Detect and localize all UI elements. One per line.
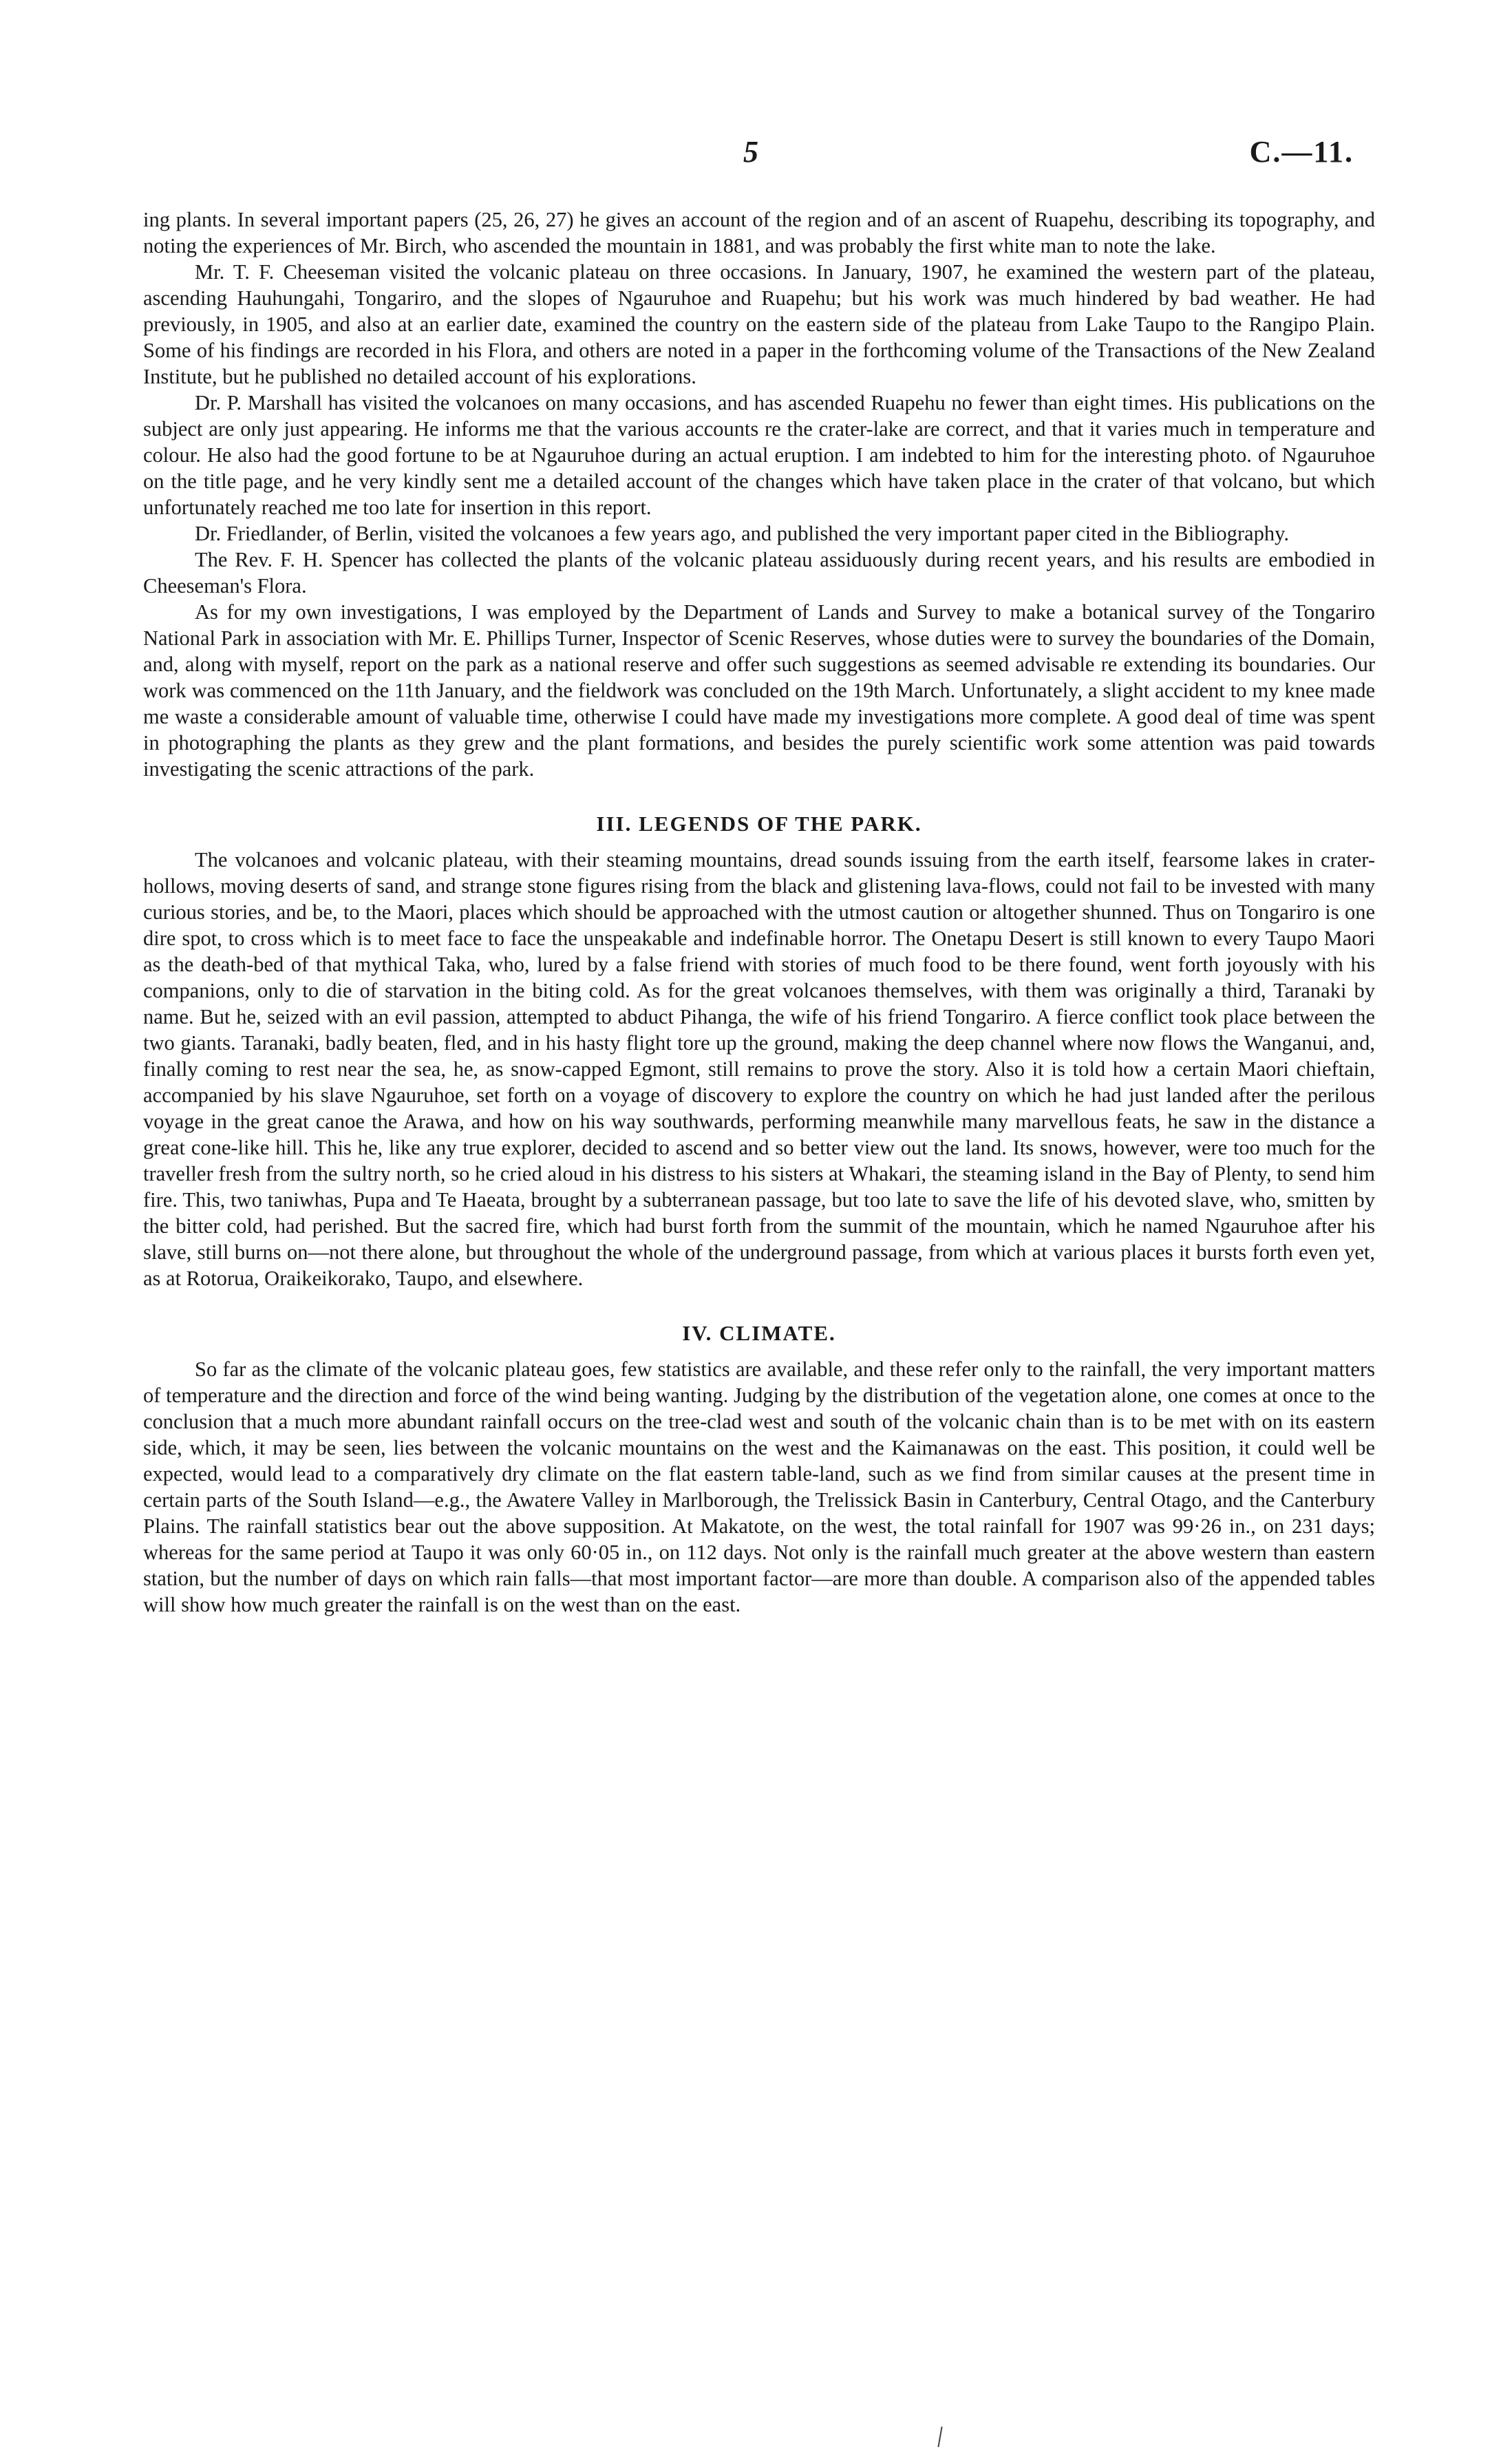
- paragraph: As for my own investigations, I was employed by the Department of Lands and Survey to make a botanical survey of the Tongariro National Park in association with Mr. E. Phillips Turner, Inspector of Scenic Reserves, whose duties were to survey the boundaries of the Domain, and, along with myself, report on the park as a national reserve and offer such suggestions as seemed advisable re extending its boundaries. Our work was commenced on the 11th January, and the fieldwork was concluded on the 19th March. Unfortunately, a slight accident to my knee made me waste a considerable amount of valuable time, otherwise I could have made my investigations more complete. A good deal of time was spent in photographing the plants as they grew and the plant formations, and besides the purely scientific work some attention was paid towards investigating the scenic attractions of the park.: [143, 600, 1375, 781]
- climate-section: [143, 1320, 1375, 1618]
- paragraph: The Rev. F. H. Spencer has collected the plants of the volcanic plateau assiduously during recent years, and his results are embodied in Cheeseman's Flora.: [143, 548, 1375, 598]
- paragraph: Dr. P. Marshall has visited the volcanoes on many occasions, and has ascended Ruapehu no fewer than eight times. His publications on the subject are only just appearing. He informs me that the various accounts re the crater-lake are correct, and that it varies much in temperature and colour. He also had the good fortune to be at Ngauruhoe during an actual eruption. I am indebted to him for the interesting photo. of Ngauruhoe on the title page, and he very kindly sent me a detailed account of the changes which have taken place in the crater of that volcano, but which unfortunately reached me too late for insertion in this report.: [143, 391, 1375, 519]
- paragraph: ing plants. In several important papers (25, 26, 27) he gives an account of the region and of an ascent of Ruapehu, describing its topography, and noting the experiences of Mr. Birch, who ascended the mountain in 1881, and was probably the first white man to note the lake.: [143, 208, 1375, 257]
- section-heading-climate: IV. CLIMATE.: [682, 1321, 836, 1345]
- intro-section: [143, 207, 1375, 782]
- paragraph: So far as the climate of the volcanic plateau goes, few statistics are available, and these refer only to the rainfall, the very important matters of temperature and the direction and force of the wind being wanting. Judging by the distribution of the vegetation alone, one comes at once to the conclusion that a much more abundant rainfall occurs on the tree-clad west and south of the volcanic chain than is to be met with on its eastern side, which, it may be seen, lies between the volcanic mountains on the west and the Kaimanawas on the east. This position, it could well be expected, would lead to a comparatively dry climate on the flat eastern table-land, such as we find from similar causes at the present time in certain parts of the South Island—e.g., the Awatere Valley in Marlborough, the Trelissick Basin in Canterbury, Central Otago, and the Canterbury Plains. The rainfall statistics bear out the above supposition. At Makatote, on the west, the total rainfall for 1907 was 99·26 in., on 231 days; whereas for the same period at Taupo it was only 60·05 in., on 112 days. Not only is the rainfall much greater at the above western than eastern station, but the number of days on which rain falls—that most important factor—are more than double. A comparison also of the appended tables will show how much greater the rainfall is on the west than on the east.: [143, 1357, 1375, 1616]
- section-heading-legends: III. LEGENDS OF THE PARK.: [596, 812, 922, 836]
- document-reference: C.—11.: [1249, 135, 1354, 169]
- page-header: [0, 134, 1512, 176]
- legends-section: [143, 811, 1375, 1291]
- paragraph: Dr. Friedlander, of Berlin, visited the volcanoes a few years ago, and published the very important paper cited in the Bibliography.: [195, 522, 1289, 545]
- paragraph: The volcanoes and volcanic plateau, with their steaming mountains, dread sounds issuing from the earth itself, fearsome lakes in crater-hollows, moving deserts of sand, and strange stone figures rising from the black and glistening lava-flows, could not fail to be invested with many curious stories, and be, to the Maori, places which should be approached with the utmost caution or altogether shunned. Thus on Tongariro is one dire spot, to cross which is to meet face to face the unspeakable and indefinable horror. The Onetapu Desert is still known to every Taupo Maori as the death-bed of that mythical Taka, who, lured by a false friend with stories of much food to be there found, went forth joyously with his companions, only to die of starvation in the biting cold. As for the great volcanoes themselves, with them was originally a third, Taranaki by name. But he, seized with an evil passion, attempted to abduct Pihanga, the wife of his friend Tongariro. A fierce conflict took place between the two giants. Taranaki, badly beaten, fled, and in his hasty flight tore up the ground, making the deep channel where now flows the Wanganui, and, finally coming to rest near the sea, he, as snow-capped Egmont, still remains to prove the story. Also it is told how a certain Maori chieftain, accompanied by his slave Ngauruhoe, set forth on a voyage of discovery to explore the country on which he had just landed after the perilous voyage in the great canoe the Arawa, and how on his way southwards, performing meanwhile many marvellous feats, he saw in the distance a great cone-like hill. This he, like any true explorer, decided to ascend and so better view out the land. Its snows, however, were too much for the traveller fresh from the sultry north, so he cried aloud in his distress to his sisters at Whakari, the steaming island in the Bay of Plenty, to send him fire. This, two taniwhas, Pupa and Te Haeata, brought by a subterranean passage, but too late to save the life of his devoted slave, who, smitten by the bitter cold, had perished. But the sacred fire, which had burst forth from the summit of the mountain, which he named Ngauruhoe after his slave, still burns on—not there alone, but throughout the whole of the underground passage, from which at various places it bursts forth even yet, as at Rotorua, Oraikeikorako, Taupo, and elsewhere.: [143, 848, 1375, 1290]
- body-text: [143, 207, 1375, 1618]
- footer-mark: [937, 2427, 942, 2447]
- page-number: 5: [743, 135, 758, 169]
- paragraph: Mr. T. F. Cheeseman visited the volcanic plateau on three occasions. In January, 1907, he examined the western part of the plateau, ascending Hauhungahi, Tongariro, and the slopes of Ngauruhoe and Ruapehu; but his work was much hindered by bad weather. He had previously, in 1905, and also at an earlier date, examined the country on the eastern side of the plateau from Lake Taupo to the Rangipo Plain. Some of his findings are recorded in his Flora, and others are noted in a paper in the forthcoming volume of the Transactions of the New Zealand Institute, but he published no detailed account of his explorations.: [143, 260, 1375, 388]
